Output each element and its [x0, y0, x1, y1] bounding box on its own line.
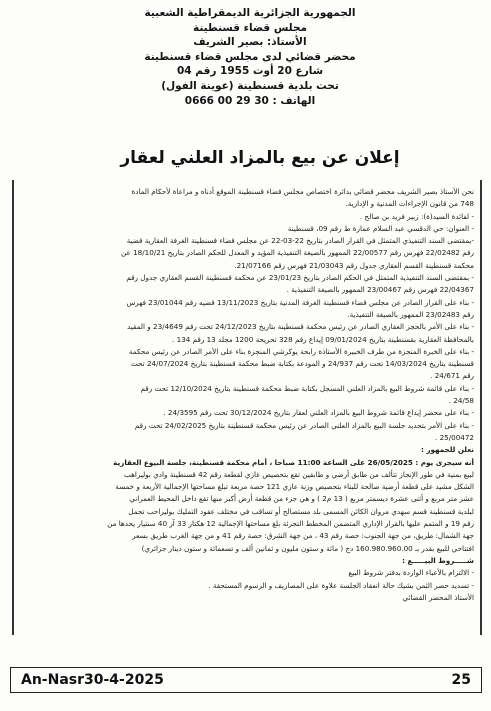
- body-line: الأستاذ المحضر القضائي: [402, 592, 474, 602]
- body-line: قسنطينة بتاريخ 14/03/2024 تحت رقم 24/937 و المودعة بكتابة ضبط محكمة قسنطينة بتاريخ 24/07/2024 تحت: [130, 359, 474, 369]
- body-line: 25/00472 .: [434, 432, 474, 442]
- letterhead-line: الجمهورية الجزائرية الديمقراطية الشعبية: [144, 7, 356, 19]
- body-line: رقم 19 و المتمم عليها بالقرار الإداري المتضمن المخطط التجزئة بلغ مساحتها الإجمالية 12 هكتار 33 آر 40 سنتيار يحدها من: [107, 519, 474, 529]
- body-line: نحن الأستاذ بصير الشريف محضر قضائي بدائرة اختصاص مجلس قضاء قسنطينة الموقع أدناه و مراعاة لأحكام المادة: [131, 187, 474, 196]
- body-line: - لفائدة السيد(ة): زبير فريد بن صالح .: [359, 211, 474, 221]
- body-line: - بناء على القرار الصادر عن مجلس قضاء قسنطينة الغرفة المدنية بتاريخ 13/11/2023 قضيه رقم 23/01044 فهرس: [126, 297, 474, 307]
- letterhead-line: مجلس قضاء قسنطينة: [192, 21, 308, 34]
- body-line: 24/58 .: [448, 396, 474, 406]
- body-line: -بمقتضى السند التنفيذي المتمثل في القرار الصادر بتاريخ 22-03-22 عن مجلس قضاء قسنطينة الغرفة العقارية قضية: [126, 236, 474, 246]
- body-line: أنه سيجرى يوم : 26/05/2025 على الساعة 11:00 صباحا ، أمام محكمة قسنطينة، جلسة البيوع العقارية: [113, 457, 474, 467]
- publication-date: An-Nasr30-4-2025: [21, 672, 164, 688]
- body-line: افتتاحي للبيع بقدر بـ 160.980.960.00 دج ( مائة و ستون مليون و ثمانين ألف و تسعمائة و ستون دينار جزائري): [141, 543, 474, 553]
- body-line: - بناء على الأمر بالحجز العقاري الصادر عن رئيس محكمة قسنطينة بتاريخ 24/12/2023 تحت رقم 23/4649 و المقيد: [127, 322, 474, 332]
- body-line: رقم 23/02483 الممهور بالصيغة التنفيذية.: [347, 309, 474, 319]
- body-line: الشكل مشيد على قطعة أرضية صالحة للبناء بتحصيص وزنة عازي 121 حصة مربعة تبلغ مساحتها الإجمالية الأربعة و خمسة: [115, 482, 474, 492]
- announcement-body: [18, 186, 474, 604]
- newspaper-footer: [10, 667, 482, 693]
- body-line: - بناء على الأمر بتحديد جلسة البيع بالمزاد العلني الصادر عن رئيس محكمة قسنطينة بتاريخ 24/02/2025 تحت رقم: [134, 420, 474, 430]
- body-line: - بناء على قائمة شروط البيع بالمزاد العلني المسجل بكتابة ضبط محكمة قسنطينة بتاريخ 12/10/2024 تحت رقم: [140, 383, 474, 393]
- letterhead-line: تحت بلدية قسنطينة (عوينة الفول): [161, 79, 339, 92]
- letterhead-line: محضر قضائي لدى مجلس قضاء قسنطينة: [144, 50, 356, 63]
- announcement-title: إعلان عن بيع بالمزاد العلني لعقار: [120, 148, 400, 168]
- body-line: محكمة قسنطينة القسم العقاري جدول رقم 21/03043 فهرس رقم 21/07166.: [234, 260, 474, 270]
- body-line: بالمحافظة العقارية بقسنطينة بتاريخ 09/01/2024 إيداع رقم 328 تحريحة 1200 مجلد 13 رقم 134 .: [172, 334, 474, 344]
- body-line: 748 من قانون الإجراءات المدنية و الإدارية.: [345, 199, 474, 209]
- body-line: جهة الشمال: طريق، من جهة الجنوب: حصة رقم 43 ، من جهة الشرق: حصة رقم 41 و من جهة الغرب طريق بسعر: [132, 531, 474, 541]
- bailiff-letterhead: [120, 6, 380, 108]
- body-line: - بناء على محضر إيداع قائمة شروط البيع بالمزاد العلني لعقار بتاريخ 30/12/2024 تحت رقم 24/3595 .: [163, 408, 474, 418]
- letterhead-line: الهاتف : 30 29 00 0666: [184, 94, 316, 107]
- body-line: لبلدية قسنطينة قسم سهدي مروان الكائن المسمى بلد مستصالح أو تساقب في مختلف عقود التمليك بوليراحب تحمل: [128, 506, 474, 516]
- body-line: - تسديد حصر الثمن بشيك حالة انعقاد الجلسة علاوة على المصاريف و الرسوم المستحقة .: [208, 580, 474, 590]
- body-line: رقم 22/02482 فهرس رقم 22/00577 الممهور بالصيغة التنفيذية المؤيد و المعدل للحكم الصادر بتاريخ 18/10/21 عن: [121, 248, 474, 258]
- body-line: عشر متر مربع و أثنى عشرة ديسمتر مربع ( 13 م2 ) و هي جزء من قطعة أرض أكبر منها تقع داخل المحيط العمراني: [129, 494, 474, 504]
- letterhead-line: الأستاذ: بصير الشريف: [193, 36, 307, 49]
- body-line: 22/04367 فهرس رقم 23/00467 الممهور بالصيغة التنفيذية .: [286, 285, 474, 295]
- page-number: 25: [451, 672, 471, 688]
- body-line: شـــــروط البيـــــع :: [402, 555, 474, 565]
- letterhead-line: شارع 20 أوت 1955 رقم 04: [176, 65, 324, 78]
- body-line: - العنوان: حي الدقسي عبد السلام عمارة ط رقم 09، قسنطينة: [287, 223, 474, 233]
- body-line: - بمقتضى السند التنفيذية المتمثل في الحكم الصادر بتاريخ 23/01/23 عن محكمة قسنطينة القسم العقاري جدول رقم: [126, 273, 474, 283]
- body-line: - الالتزام بالأعباء الواردة بدفتر شروط البيع: [348, 568, 474, 578]
- body-line: - بناء على الخبرة المنجزة من طرف الخبيرة الأستاذة رابحة يوكرشي المنجزة بناء على الأمر الصادر عن رئيس محكمة: [128, 346, 474, 356]
- body-line: لبيع بمنية في طور الإنجاز تتألف من طابق أرضي و طابقين تقع بتحصيص غازي لقطعة رقم 42 قسنطينة وادي بوليراهب: [124, 469, 474, 479]
- body-line: رقم 24/671 .: [430, 371, 474, 381]
- body-line: نعلن للجمهور :: [420, 445, 474, 455]
